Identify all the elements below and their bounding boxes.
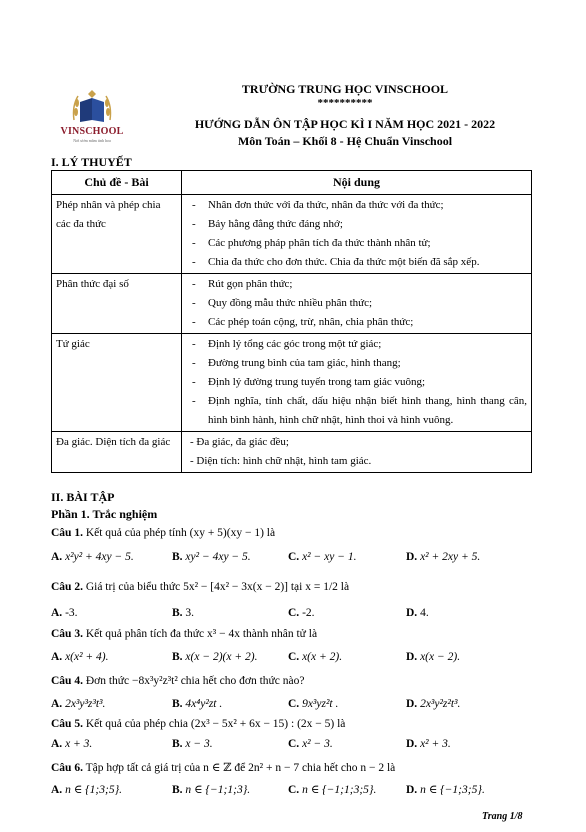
answer-option: B. 4x⁴y²zt . [172,698,223,710]
content-cell [182,432,532,473]
page-number: Trang 1/8 [482,811,523,822]
school-logo [52,88,132,150]
question [51,675,304,687]
topic-cell: Phân thức đại số [52,274,182,334]
table-header-row [52,171,532,195]
logo-wordmark: VINSCHOOL [60,126,124,137]
theory-heading: I. LÝ THUYẾT [51,155,132,169]
school-name: TRƯỜNG TRUNG HỌC VINSCHOOL [241,82,449,96]
question-text: Kết quả của phép chia (2x³ − 5x² + 6x − 15) : (2x − 5) là [85,718,346,730]
question-label: Câu 4. [51,675,83,687]
content-item: - Nhân đơn thức với đa thức, nhân đa thức với đa thức; [186,196,527,215]
answer-option: D. x(x − 2). [406,651,461,663]
question-text: Kết quả của phép tính (xy + 5)(xy − 1) là [85,527,276,539]
theory-table [51,170,532,473]
content-item: - Chia đa thức cho đơn thức. Chia đa thức một biến đã sắp xếp. [186,253,527,272]
content-item: - Quy đồng mẫu thức nhiều phân thức; [186,294,527,313]
question [51,581,349,593]
table-row [52,274,532,334]
content-cell [182,274,532,334]
answer-option: A. 2x³y³z³t³. [51,698,106,710]
answer-option: B. xy² − 4xy − 5. [172,551,251,563]
book-crest-icon [52,88,132,128]
subject-title: Môn Toán – Khối 8 - Hệ Chuẩn Vinschool [237,134,453,148]
guide-title: HƯỚNG DẪN ÔN TẬP HỌC KÌ I NĂM HỌC 2021 - 2022 [194,117,496,131]
question-label: Câu 5. [51,718,83,730]
question [51,628,317,640]
answer-option: D. x² + 3. [406,738,451,750]
answer-option: D. 2x³y²z²t³. [406,698,461,710]
content-item: - Định lý đường trung tuyến trong tam giác vuông; [186,373,527,392]
logo-tagline: Nơi ươm mầm tinh hoa [73,138,111,143]
content-item: - Các phương pháp phân tích đa thức thành nhân tử; [186,234,527,253]
answer-option: D. x² + 2xy + 5. [406,551,481,563]
answer-option: C. x(x + 2). [288,651,343,663]
answer-option: A. n ∈ {1;3;5}. [51,784,123,796]
exercises-heading: II. BÀI TẬP [51,490,115,504]
answer-option: D. n ∈ {−1;3;5}. [406,784,485,796]
content-item: - Các phép toán cộng, trừ, nhân, chia phân thức; [186,313,527,332]
answer-option: A. x²y² + 4xy − 5. [51,551,134,563]
content-item: - Diện tích: hình chữ nhật, hình tam giác. [190,455,372,467]
topic-cell: Phép nhân và phép chia các đa thức [52,195,182,274]
answer-option: B. 3. [172,607,195,619]
question-label: Câu 3. [51,628,83,640]
content-item: - Rút gọn phân thức; [186,275,527,294]
answer-option: C. -2. [288,607,315,619]
col-topic-header: Chủ đề - Bài [52,171,182,195]
answer-option: C. x² − 3. [288,738,333,750]
col-content-header: Nội dung [182,171,532,195]
table-row [52,334,532,432]
answer-option: D. 4. [406,607,429,619]
question [51,760,395,774]
question [51,718,345,730]
answer-option: C. x² − xy − 1. [288,551,357,563]
answer-option: C. 9x³yz²t . [288,698,339,710]
content-item: - Đường trung bình của tam giác, hình thang; [186,354,527,373]
topic-cell: Tứ giác [52,334,182,432]
part1-heading: Phần 1. Trắc nghiệm [51,507,158,521]
question-text: Kết quả phân tích đa thức x³ − 4x thành nhân tử là [85,628,318,640]
question-text: Giá trị của biểu thức 5x² − [4x² − 3x(x − 2)] tại x = 1/2 là [85,581,350,593]
question-text: Tập hợp tất cả giá trị của n ∈ ℤ để 2n² + n − 7 chia hết cho n − 2 là [85,762,396,774]
question-label: Câu 2. [51,581,83,593]
content-item: - Đa giác, đa giác đều; [190,436,289,448]
question [51,527,275,539]
stars-divider: ********** [317,97,373,109]
content-item: - Định lý tổng các góc trong một tứ giác; [186,335,527,354]
content-cell [182,334,532,432]
content-item: - Bảy hằng đẳng thức đáng nhớ; [186,215,527,234]
answer-option: C. n ∈ {−1;1;3;5}. [288,784,377,796]
question-text: Đơn thức −8x³y²z³t² chia hết cho đơn thức nào? [85,675,305,687]
answer-option: A. x + 3. [51,738,93,750]
answer-option: A. -3. [51,607,78,619]
answer-option: B. x(x − 2)(x + 2). [172,651,258,663]
answer-option: B. n ∈ {−1;1;3}. [172,784,251,796]
content-item: - Định nghĩa, tính chất, dấu hiệu nhận biết hình thang, hình thang cân, hình bình hành, hình chữ nhật, hình thoi và hình vuông. [186,392,527,430]
answer-option: A. x(x² + 4). [51,651,109,663]
table-row [52,432,532,473]
answer-option: B. x − 3. [172,738,213,750]
content-cell [182,195,532,274]
table-row [52,195,532,274]
question-label: Câu 1. [51,527,83,539]
question-label: Câu 6. [51,762,83,774]
topic-cell: Đa giác. Diện tích đa giác [52,432,182,473]
